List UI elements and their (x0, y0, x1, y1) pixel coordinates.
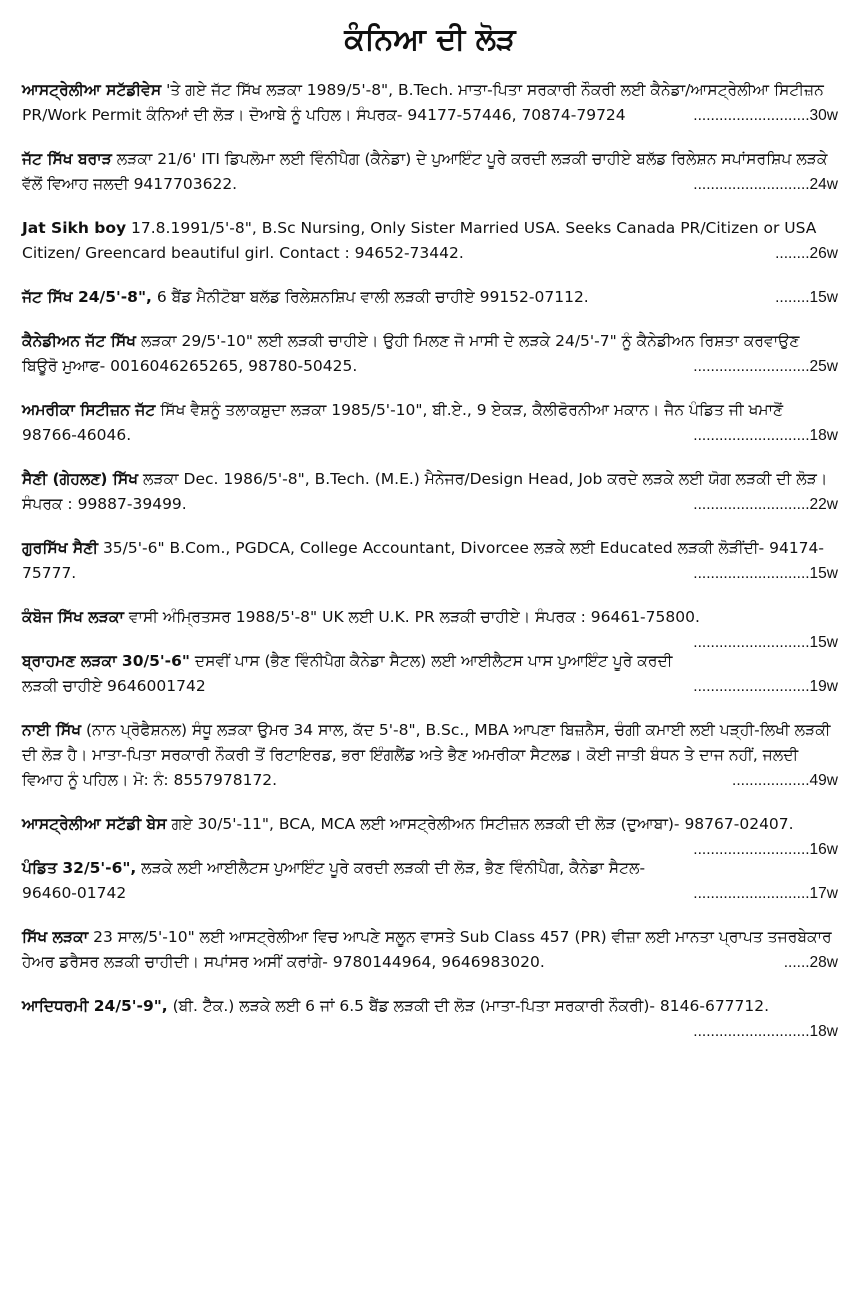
ad-word-count: ...........................30w (693, 107, 838, 124)
ad-lead: ਜੱਟ ਸਿੱਖ 24/5'-8", (22, 288, 152, 306)
ad-word-count: ........15w (775, 289, 838, 306)
ad-text: ਲੜਕਾ 21/6' ITI ਡਿਪਲੋਮਾ ਲਈ ਵਿੰਨੀਪੈਗ (ਕੈਨੇਡਾ) ਦੇ ਪੁਆਇੰਟ ਪੂਰੇ ਕਰਦੀ ਲੜਕੀ ਚਾਹੀਏ ਬਲੱਡ ਰਿਲੇਸ਼ਨ ਸਪਾਂਸਰਸ਼ਿਪ ਲੜਕੇ ਵੱਲੋਂ ਵਿਆਹ ਜਲਦੀ 9417703622. (22, 150, 828, 193)
classified-ad (22, 649, 838, 699)
ad-word-count: ...........................25w (693, 358, 838, 375)
ad-text: (ਨਾਨ ਪ੍ਰੋਫੈਸ਼ਨਲ) ਸੰਧੂ ਲੜਕਾ ਉਮਰ 34 ਸਾਲ, ਕੱਦ 5'-8", B.Sc., MBA ਆਪਣਾ ਬਿਜ਼ਨੈਸ, ਚੰਗੀ ਕਮਾਈ ਲਈ ਪੜ੍ਹੀ-ਲਿਖੀ ਲੜਕੀ ਦੀ ਲੋੜ ਹੈ। ਮਾਤਾ-ਪਿਤਾ ਸਰਕਾਰੀ ਨੌਕਰੀ ਤੋਂ ਰਿਟਾਇਰਡ, ਭਰਾ ਇੰਗਲੈਂਡ ਅਤੇ ਭੈਣ ਅਮਰੀਕਾ ਸੈਟਲਡ। ਕੋਈ ਜਾਤੀ ਬੰਧਨ ਤੇ ਦਾਜ ਨਹੀਂ, ਜਲਦੀ ਵਿਆਹ ਨੂੰ ਪਹਿਲ। ਮੋ: ਨੰ: 8557978172. (22, 721, 831, 789)
ads-list (22, 78, 838, 1040)
ad-text: 23 ਸਾਲ/5'-10" ਲਈ ਆਸਟ੍ਰੇਲੀਆ ਵਿਚ ਆਪਣੇ ਸਲੂਨ ਵਾਸਤੇ Sub Class 457 (PR) ਵੀਜ਼ਾ ਲਈ ਮਾਨਤਾ ਪ੍ਰਾਪਤ ਤਜਰਬੇਕਾਰ ਹੇਅਰ ਡਰੈਸਰ ਲੜਕੀ ਚਾਹੀਦੀ। ਸਪਾਂਸਰ ਅਸੀਂ ਕਰਾਂਗੇ- 9780144964, 9646983020. (22, 928, 832, 971)
page-title: ਕੰਨਿਆ ਦੀ ਲੋੜ (344, 22, 516, 57)
ad-word-count: ...........................15w (693, 634, 838, 651)
ad-word-count: ...........................22w (693, 496, 838, 513)
ad-lead: ਸਿੱਖ ਲੜਕਾ (22, 928, 89, 946)
ad-text: (ਬੀ. ਟੈੱਕ.) ਲੜਕੇ ਲਈ 6 ਜਾਂ 6.5 ਬੈਂਡ ਲੜਕੀ ਦੀ ਲੋੜ (ਮਾਤਾ-ਪਿਤਾ ਸਰਕਾਰੀ ਨੌਕਰੀ)- 8146-677712. (167, 997, 770, 1015)
ad-lead: ਪੰਡਿਤ 32/5'-6", (22, 859, 137, 877)
ad-lead: ਕੈਨੇਡੀਅਨ ਜੱਟ ਸਿੱਖ (22, 332, 137, 350)
ad-text: ਦਸਵੀਂ ਪਾਸ (ਭੈਣ ਵਿੰਨੀਪੈਗ ਕੈਨੇਡਾ ਸੈਟਲ) ਲਈ ਆਈਲੈਟਸ ਪਾਸ ਪੁਆਇੰਟ ਪੂਰੇ ਕਰਦੀ ਲੜਕੀ ਚਾਹੀਏ 9646001742 (22, 652, 673, 695)
classified-ad (22, 467, 838, 517)
classified-ad (22, 398, 838, 448)
classified-ad (22, 78, 838, 128)
ad-lead: ਗੁਰਸਿੱਖ ਸੈਣੀ (22, 539, 99, 557)
ad-text: 35/5'-6" B.Com., PGDCA, College Accountant, Divorcee ਲੜਕੇ ਲਈ Educated ਲੜਕੀ ਲੋੜੀਂਦੀ- 94174-75777. (22, 539, 825, 582)
ad-text: 17.8.1991/5'-8", B.Sc Nursing, Only Sister Married USA. Seeks Canada PR/Citizen or USA Citizen/ Greencard beautiful girl. Contact : 94652-73442. (22, 219, 817, 262)
ad-word-count: ......28w (783, 954, 838, 971)
classified-ad (22, 285, 838, 310)
classified-ad (22, 812, 838, 858)
classified-ad (22, 147, 838, 197)
ad-word-count: ........26w (775, 245, 838, 262)
ad-lead: Jat Sikh boy (22, 219, 127, 237)
ad-text: ਗਏ 30/5'-11", BCA, MCA ਲਈ ਆਸਟ੍ਰੇਲੀਅਨ ਸਿਟੀਜ਼ਨ ਲੜਕੀ ਦੀ ਲੋੜ (ਦੁਆਬਾ)- 98767-02407. (166, 815, 794, 833)
ad-word-count: ..................49w (732, 772, 838, 789)
ad-lead: ਅਮਰੀਕਾ ਸਿਟੀਜ਼ਨ ਜੱਟ (22, 401, 156, 419)
ad-lead: ਨਾਈ ਸਿੱਖ (22, 721, 82, 739)
ad-word-count: ...........................15w (693, 565, 838, 582)
ad-word-count: ...........................18w (693, 1023, 838, 1040)
ad-lead: ਬ੍ਰਾਹਮਣ ਲੜਕਾ 30/5'-6" (22, 652, 190, 670)
ad-text: 'ਤੇ ਗਏ ਜੱਟ ਸਿੱਖ ਲੜਕਾ 1989/5'-8", B.Tech. ਮਾਤਾ-ਪਿਤਾ ਸਰਕਾਰੀ ਨੌਕਰੀ ਲਈ ਕੈਨੇਡਾ/ਆਸਟ੍ਰੇਲੀਆ ਸਿਟੀਜ਼ਨ PR/Work Permit ਕੰਨਿਆਂ ਦੀ ਲੋੜ। ਦੋਆਬੇ ਨੂੰ ਪਹਿਲ। ਸੰਪਰਕ- 94177-57446, 70874-79724 (22, 81, 824, 124)
classified-ad (22, 718, 838, 793)
classified-ad (22, 536, 838, 586)
classified-ad (22, 216, 838, 266)
classified-ad (22, 329, 838, 379)
ad-word-count: ...........................24w (693, 176, 838, 193)
ad-word-count: ...........................18w (693, 427, 838, 444)
ad-word-count: ...........................16w (693, 841, 838, 858)
ad-lead: ਆਸਟ੍ਰੇਲੀਆ ਸਟੱਡੀਵੇਸ (22, 81, 162, 99)
ad-lead: ਆਸਟ੍ਰੇਲੀਆ ਸਟੱਡੀ ਬੇਸ (22, 815, 167, 833)
ad-text: ਵਾਸੀ ਅੰਮ੍ਰਿਤਸਰ 1988/5'-8" UK ਲਈ U.K. PR ਲੜਕੀ ਚਾਹੀਏ। ਸੰਪਰਕ : 96461-75800. (123, 608, 700, 626)
ad-lead: ਕੰਬੋਜ ਸਿੱਖ ਲੜਕਾ (22, 608, 124, 626)
classified-ad (22, 605, 838, 651)
ad-lead: ਸੈਣੀ (ਗੇਹਲਣ) ਸਿੱਖ (22, 470, 139, 488)
ad-word-count: ...........................19w (693, 678, 838, 695)
ad-text: 6 ਬੈਂਡ ਮੈਨੀਟੋਬਾ ਬਲੱਡ ਰਿਲੇਸ਼ਨਸ਼ਿਪ ਵਾਲੀ ਲੜਕੀ ਚਾਹੀਏ 99152-07112. (151, 288, 589, 306)
ad-lead: ਜੱਟ ਸਿੱਖ ਬਰਾੜ (22, 150, 112, 168)
classified-ad (22, 856, 838, 906)
ad-text: ਲੜਕਾ 29/5'-10" ਲਈ ਲੜਕੀ ਚਾਹੀਏ। ਉਹੀ ਮਿਲਣ ਜੋ ਮਾਸੀ ਦੇ ਲੜਕੇ 24/5'-7" ਨੂੰ ਕੈਨੇਡੀਅਨ ਰਿਸ਼ਤਾ ਕਰਵਾਉਣ ਬਿਊਰੋ ਮੁਆਫ- 0016046265265, 98780-50425. (22, 332, 800, 375)
ad-text: ਲੜਕੇ ਲਈ ਆਈਲੈਟਸ ਪੁਆਇੰਟ ਪੂਰੇ ਕਰਦੀ ਲੜਕੀ ਦੀ ਲੋੜ, ਭੈਣ ਵਿੰਨੀਪੈਗ, ਕੈਨੇਡਾ ਸੈਟਲ- 96460-01742 (22, 859, 646, 902)
ad-lead: ਆਦਿਧਰਮੀ 24/5'-9", (22, 997, 168, 1015)
classified-ad (22, 994, 838, 1040)
ad-text: ਲੜਕਾ Dec. 1986/5'-8", B.Tech. (M.E.) ਮੈਨੇਜਰ/Design Head, Job ਕਰਦੇ ਲੜਕੇ ਲਈ ਯੋਗ ਲੜਕੀ ਦੀ ਲੋੜ। ਸੰਪਰਕ : 99887-39499. (22, 470, 828, 513)
classified-ad (22, 925, 838, 975)
ad-word-count: ...........................17w (693, 885, 838, 902)
ad-text: ਸਿੱਖ ਵੈਸ਼ਨੂੰ ਤਲਾਕਸ਼ੁਦਾ ਲੜਕਾ 1985/5'-10", ਬੀ.ਏ., 9 ਏਕੜ, ਕੈਲੀਫੋਰਨੀਆ ਮਕਾਨ। ਜੈਨ ਪੰਡਿਤ ਜੀ ਖਮਾਣੋਂ 98766-46046. (22, 401, 784, 444)
